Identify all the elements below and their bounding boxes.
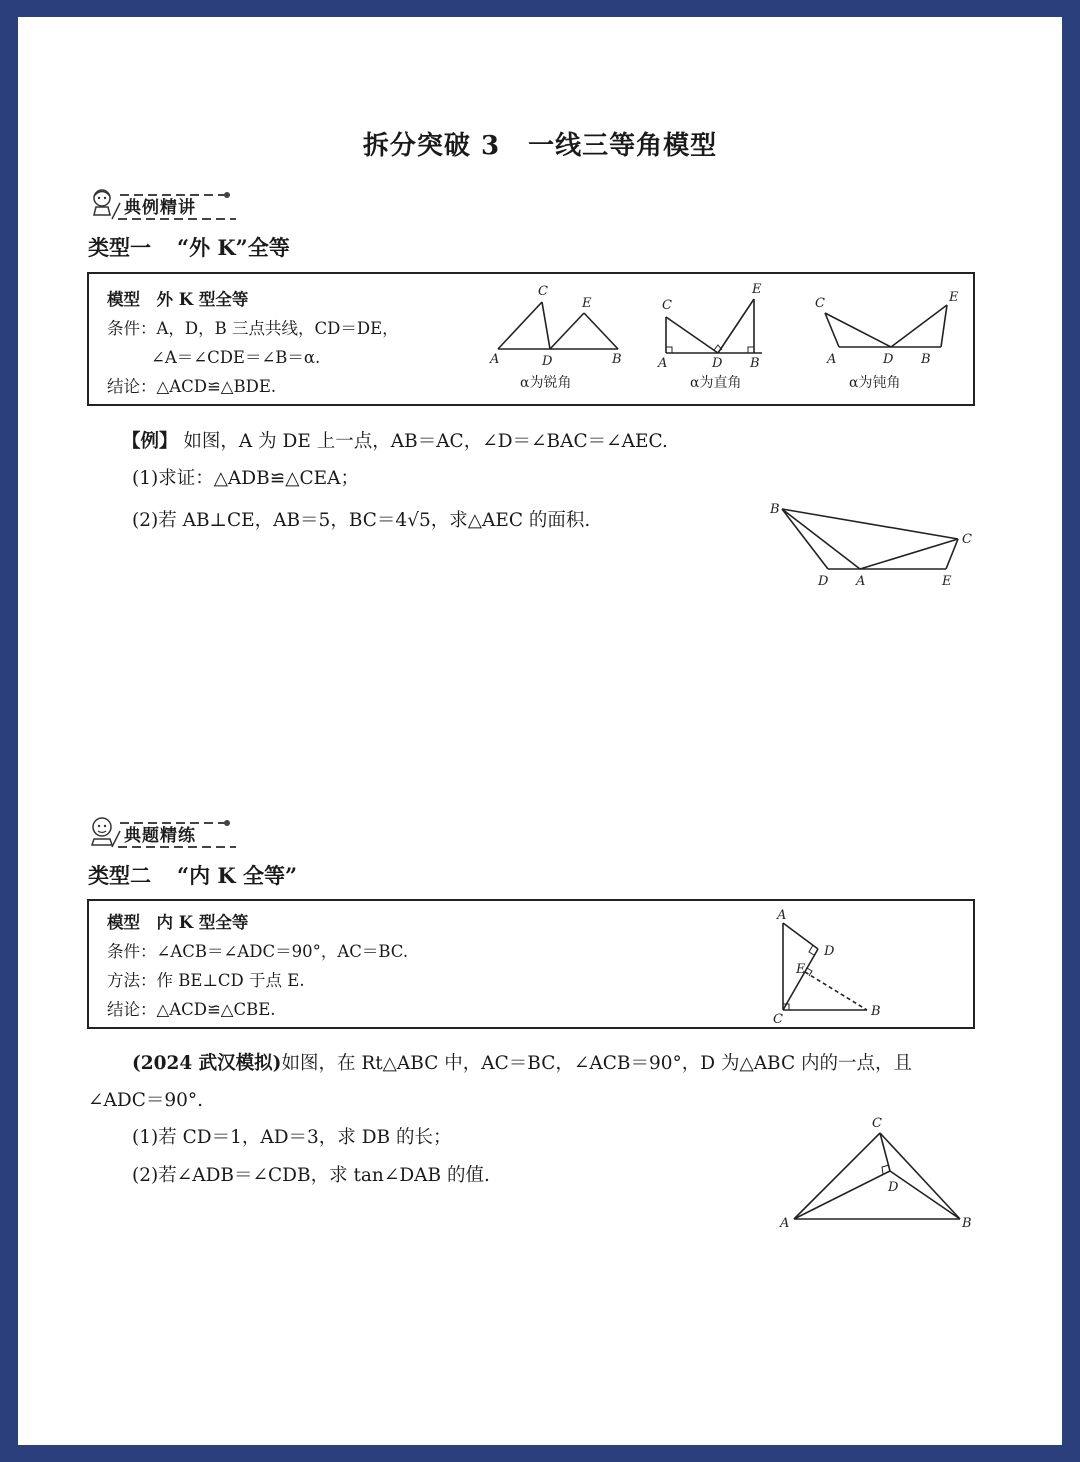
label-C: C (538, 284, 548, 299)
label-D: D (712, 356, 723, 371)
example-q2: (2)若 AB⊥CE，AB＝5，BC＝4√5，求△AEC 的面积. (132, 510, 591, 531)
label-C: C (872, 1116, 882, 1131)
label-D: D (883, 352, 894, 367)
type1-heading (88, 232, 290, 262)
label-C: C (773, 1012, 783, 1023)
type2-name: “内 K 全等” (177, 863, 298, 888)
label-E: E (942, 574, 952, 589)
example-tag: 【例】 (122, 431, 178, 452)
figure-acute-angle (484, 277, 634, 399)
example-stem-text: 如图，A 为 DE 上一点，AB＝AC，∠D＝∠BAC＝∠AEC. (183, 431, 668, 452)
caption-obtuse: α为钝角 (849, 375, 901, 391)
example-q1: (1)求证：△ADB≌△CEA； (132, 468, 359, 489)
title-part1: 拆分突破 3 (362, 131, 501, 161)
caption-right: α为直角 (690, 375, 742, 391)
model1-line-condition2: ∠A＝∠CDE＝∠B＝α. (151, 348, 321, 367)
problem-q2: (2)若∠ADB＝∠CDB，求 tan∠DAB 的值. (132, 1165, 490, 1186)
model-box-outer-k (87, 272, 975, 406)
document-page (18, 17, 1062, 1445)
title-part2: 一线三等角模型 (528, 131, 718, 161)
label-A: A (856, 574, 866, 589)
model1-line-condition: 条件：A，D，B 三点共线，CD＝DE， (107, 319, 399, 338)
example-stem (122, 427, 668, 453)
label-D: D (824, 944, 835, 959)
figure-example (760, 495, 990, 591)
label-C: C (962, 532, 972, 547)
label-B: B (962, 1216, 972, 1231)
figure-problem (770, 1115, 980, 1235)
label-B: B (921, 352, 931, 367)
label-E: E (949, 290, 959, 305)
type2-label: 类型二 (88, 863, 151, 888)
label-A: A (777, 908, 787, 923)
figure-obtuse-angle (809, 277, 969, 399)
model2-line-condition: 条件：∠ACB＝∠ADC＝90°，AC＝BC. (107, 942, 409, 961)
caption-acute: α为锐角 (520, 375, 572, 391)
label-B: B (612, 352, 622, 367)
section-label-examples: 典例精讲 (124, 198, 196, 218)
section-label-practice: 典题精练 (124, 826, 196, 846)
model1-line-title: 模型 外 K 型全等 (107, 290, 249, 309)
page-title (18, 125, 1062, 162)
label-C: C (815, 296, 825, 311)
section-badge-examples (88, 185, 238, 221)
label-C: C (662, 298, 672, 313)
label-A: A (827, 352, 837, 367)
problem-source: (2024 武汉模拟) (132, 1053, 282, 1074)
label-E: E (582, 296, 592, 311)
problem-line1 (132, 1049, 912, 1075)
model2-line-title: 模型 内 K 型全等 (107, 913, 249, 932)
figure-right-angle (654, 277, 794, 399)
label-A: A (490, 352, 500, 367)
type2-heading (88, 860, 297, 890)
problem-line2: ∠ADC＝90°. (88, 1090, 204, 1111)
model-box-inner-k (87, 899, 975, 1029)
label-B: B (770, 502, 780, 517)
figure-inner-k (765, 905, 905, 1023)
label-E: E (752, 282, 762, 297)
label-D: D (888, 1180, 899, 1195)
model2-line-conclusion: 结论：△ACD≌△CBE. (107, 1000, 276, 1019)
label-E: E (796, 962, 806, 977)
model2-line-method: 方法：作 BE⊥CD 于点 E. (107, 971, 305, 990)
label-B: B (750, 356, 760, 371)
section-badge-practice (88, 813, 238, 849)
label-A: A (658, 356, 668, 371)
type1-name: “外 K”全等 (177, 235, 290, 260)
model1-line-conclusion: 结论：△ACD≌△BDE. (107, 377, 277, 396)
problem-q1: (1)若 CD＝1，AD＝3，求 DB 的长； (132, 1127, 452, 1148)
problem-line1-text: 如图，在 Rt△ABC 中，AC＝BC，∠ACB＝90°，D 为△ABC 内的一点，且 (281, 1053, 913, 1074)
label-D: D (542, 354, 553, 369)
label-A: A (780, 1216, 790, 1231)
label-D: D (818, 574, 829, 589)
type1-label: 类型一 (88, 235, 151, 260)
label-B: B (871, 1004, 881, 1019)
